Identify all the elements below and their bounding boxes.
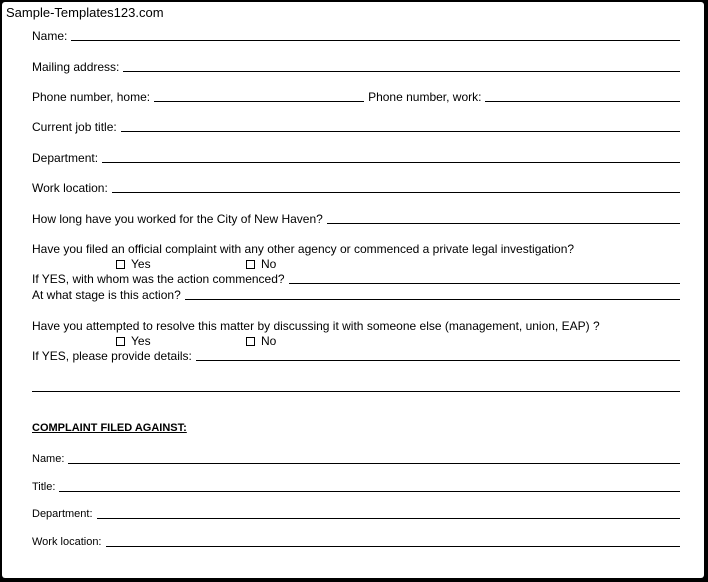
against-department-line[interactable] <box>97 507 680 519</box>
work-location-label: Work location: <box>32 181 108 195</box>
against-title-field[interactable] <box>32 478 680 494</box>
q1-stage-label: At what stage is this action? <box>32 288 181 302</box>
q2-details-line[interactable] <box>196 349 680 361</box>
q1-no-option[interactable] <box>246 257 276 271</box>
q1-with-whom-line[interactable] <box>289 272 680 284</box>
mailing-address-line[interactable] <box>123 60 680 72</box>
q1-question: Have you filed an official complaint with any other agency or commenced a private legal investigation? <box>32 242 575 256</box>
phone-home-label: Phone number, home: <box>32 90 151 104</box>
phone-work-line[interactable] <box>485 90 680 102</box>
complaint-against-heading: COMPLAINT FILED AGAINST: <box>32 422 187 434</box>
department-field[interactable] <box>32 149 680 165</box>
q1-choices <box>2 257 704 271</box>
mailing-address-label: Mailing address: <box>32 60 120 74</box>
q2-yes-checkbox[interactable] <box>116 337 125 346</box>
work-location-field[interactable] <box>32 179 680 195</box>
against-title-line[interactable] <box>59 480 680 492</box>
against-title-label: Title: <box>32 481 56 493</box>
against-work-location-label: Work location: <box>32 536 102 548</box>
name-label: Name: <box>32 29 68 43</box>
q1-with-whom-field[interactable] <box>32 270 680 286</box>
mailing-address-field[interactable] <box>32 58 680 74</box>
phone-home-line[interactable] <box>154 90 364 102</box>
against-name-label: Name: <box>32 453 65 465</box>
form-page <box>2 2 704 578</box>
q1-yes-label: Yes <box>131 257 151 271</box>
q2-yes-option[interactable] <box>116 334 151 348</box>
job-title-label: Current job title: <box>32 120 117 134</box>
against-name-field[interactable] <box>32 450 680 466</box>
q1-no-label: No <box>261 257 277 271</box>
q2-no-label: No <box>261 334 277 348</box>
name-line[interactable] <box>71 29 680 41</box>
q2-no-option[interactable] <box>246 334 276 348</box>
how-long-line[interactable] <box>327 212 680 224</box>
q2-details-field[interactable] <box>32 347 680 363</box>
phone-work-label: Phone number, work: <box>368 90 482 104</box>
q1-question-row <box>32 240 680 256</box>
q2-yes-label: Yes <box>131 334 151 348</box>
how-long-field[interactable] <box>32 210 680 226</box>
against-work-location-field[interactable] <box>32 533 680 549</box>
q1-no-checkbox[interactable] <box>246 260 255 269</box>
q1-stage-line[interactable] <box>185 288 680 300</box>
work-location-line[interactable] <box>112 181 680 193</box>
q2-no-checkbox[interactable] <box>246 337 255 346</box>
phone-row <box>32 88 680 104</box>
q1-with-whom-label: If YES, with whom was the action commenced? <box>32 272 285 286</box>
name-field[interactable] <box>32 27 680 43</box>
against-department-label: Department: <box>32 508 93 520</box>
q1-stage-field[interactable] <box>32 286 680 302</box>
q2-question-row <box>32 317 680 333</box>
job-title-line[interactable] <box>121 120 680 132</box>
how-long-label: How long have you worked for the City of New Haven? <box>32 212 323 226</box>
department-line[interactable] <box>102 151 680 163</box>
watermark: Sample-Templates123.com <box>6 5 164 20</box>
job-title-field[interactable] <box>32 118 680 134</box>
q2-details-extra-line[interactable] <box>32 391 680 392</box>
q2-question: Have you attempted to resolve this matter by discussing it with someone else (management, union, EAP) ? <box>32 319 600 333</box>
against-department-field[interactable] <box>32 505 680 521</box>
q2-choices <box>2 334 704 348</box>
department-label: Department: <box>32 151 99 165</box>
q1-yes-checkbox[interactable] <box>116 260 125 269</box>
against-name-line[interactable] <box>68 452 680 464</box>
q1-yes-option[interactable] <box>116 257 151 271</box>
q2-details-label: If YES, please provide details: <box>32 349 192 363</box>
against-work-location-line[interactable] <box>106 535 681 547</box>
